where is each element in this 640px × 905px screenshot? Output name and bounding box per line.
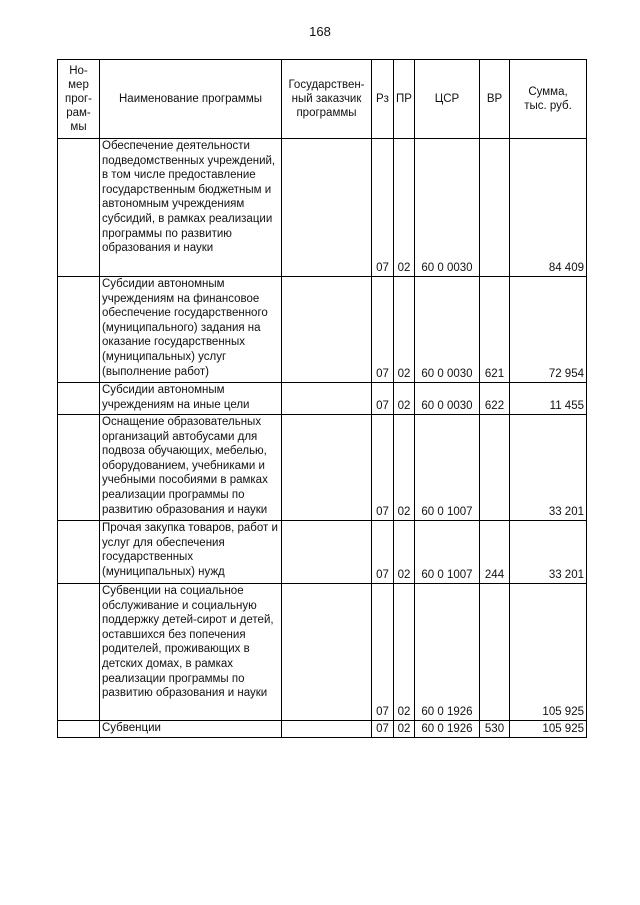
cell-vr: 622 [480,383,510,415]
header-rz: Рз [372,60,394,139]
table-row [58,277,587,383]
cell-vr [480,139,510,277]
cell-customer [282,721,372,738]
budget-table [57,59,587,738]
cell-csr: 60 0 1007 [415,521,480,584]
cell-csr: 60 0 0030 [415,139,480,277]
cell-program-name: Субсидии автономным учреждениям на финансовое обеспечение государственного (муниципального) задания на оказание государственных (муниципальных) услуг (выполнение работ) [100,277,282,383]
cell-number [58,521,100,584]
cell-csr: 60 0 1926 [415,721,480,738]
header-program-name: Наименование программы [100,60,282,139]
cell-pr: 02 [394,383,415,415]
table-row [58,721,587,738]
table-row [58,415,587,521]
cell-sum: 33 201 [510,521,587,584]
cell-rz: 07 [372,383,394,415]
cell-vr: 244 [480,521,510,584]
cell-vr: 530 [480,721,510,738]
cell-vr: 621 [480,277,510,383]
header-pr: ПР [394,60,415,139]
header-customer: Государствен- ный заказчик программы [282,60,372,139]
cell-sum: 105 925 [510,584,587,721]
cell-program-name: Прочая закупка товаров, работ и услуг для обеспечения государственных (муниципальных) нужд [100,521,282,584]
cell-csr: 60 0 1007 [415,415,480,521]
cell-number [58,721,100,738]
cell-program-name: Субвенции на социальное обслуживание и социальную поддержку детей-сирот и детей, оставшихся без попечения родителей, проживающих в детских домах, в рамках реализации программы по развитию образования и науки [100,584,282,721]
cell-rz: 07 [372,521,394,584]
cell-pr: 02 [394,139,415,277]
table-row [58,139,587,277]
table-row [58,521,587,584]
cell-pr: 02 [394,277,415,383]
cell-number [58,584,100,721]
cell-number [58,415,100,521]
cell-program-name: Оснащение образовательных организаций автобусами для подвоза обучающих, мебелью, оборудованием, учебниками и учебными пособиями в рамках реализации программы по развитию образования и науки [100,415,282,521]
cell-sum: 33 201 [510,415,587,521]
cell-rz: 07 [372,584,394,721]
cell-number [58,139,100,277]
cell-sum: 105 925 [510,721,587,738]
cell-sum: 11 455 [510,383,587,415]
cell-csr: 60 0 1926 [415,584,480,721]
cell-rz: 07 [372,277,394,383]
cell-customer [282,383,372,415]
table-row [58,383,587,415]
cell-rz: 07 [372,139,394,277]
header-sum: Сумма, тыс. руб. [510,60,587,139]
cell-number [58,383,100,415]
cell-customer [282,139,372,277]
header-row [58,60,587,139]
cell-customer [282,415,372,521]
header-csr: ЦСР [415,60,480,139]
cell-pr: 02 [394,584,415,721]
header-program-number: Но- мер прог- рам- мы [58,60,100,139]
cell-rz: 07 [372,721,394,738]
cell-pr: 02 [394,721,415,738]
cell-pr: 02 [394,415,415,521]
cell-vr [480,415,510,521]
table-row [58,584,587,721]
cell-customer [282,277,372,383]
cell-rz: 07 [372,415,394,521]
page-number: 168 [309,24,331,39]
cell-program-name: Субвенции [100,721,282,738]
header-vr: ВР [480,60,510,139]
cell-program-name: Субсидии автономным учреждениям на иные цели [100,383,282,415]
cell-customer [282,584,372,721]
cell-sum: 72 954 [510,277,587,383]
cell-customer [282,521,372,584]
cell-vr [480,584,510,721]
cell-csr: 60 0 0030 [415,383,480,415]
cell-sum: 84 409 [510,139,587,277]
cell-number [58,277,100,383]
cell-pr: 02 [394,521,415,584]
cell-csr: 60 0 0030 [415,277,480,383]
cell-program-name: Обеспечение деятельности подведомственных учреждений, в том числе предоставление государственным бюджетным и автономным учреждениям субсидий, в рамках реализации программы по развитию образования и науки [100,139,282,277]
